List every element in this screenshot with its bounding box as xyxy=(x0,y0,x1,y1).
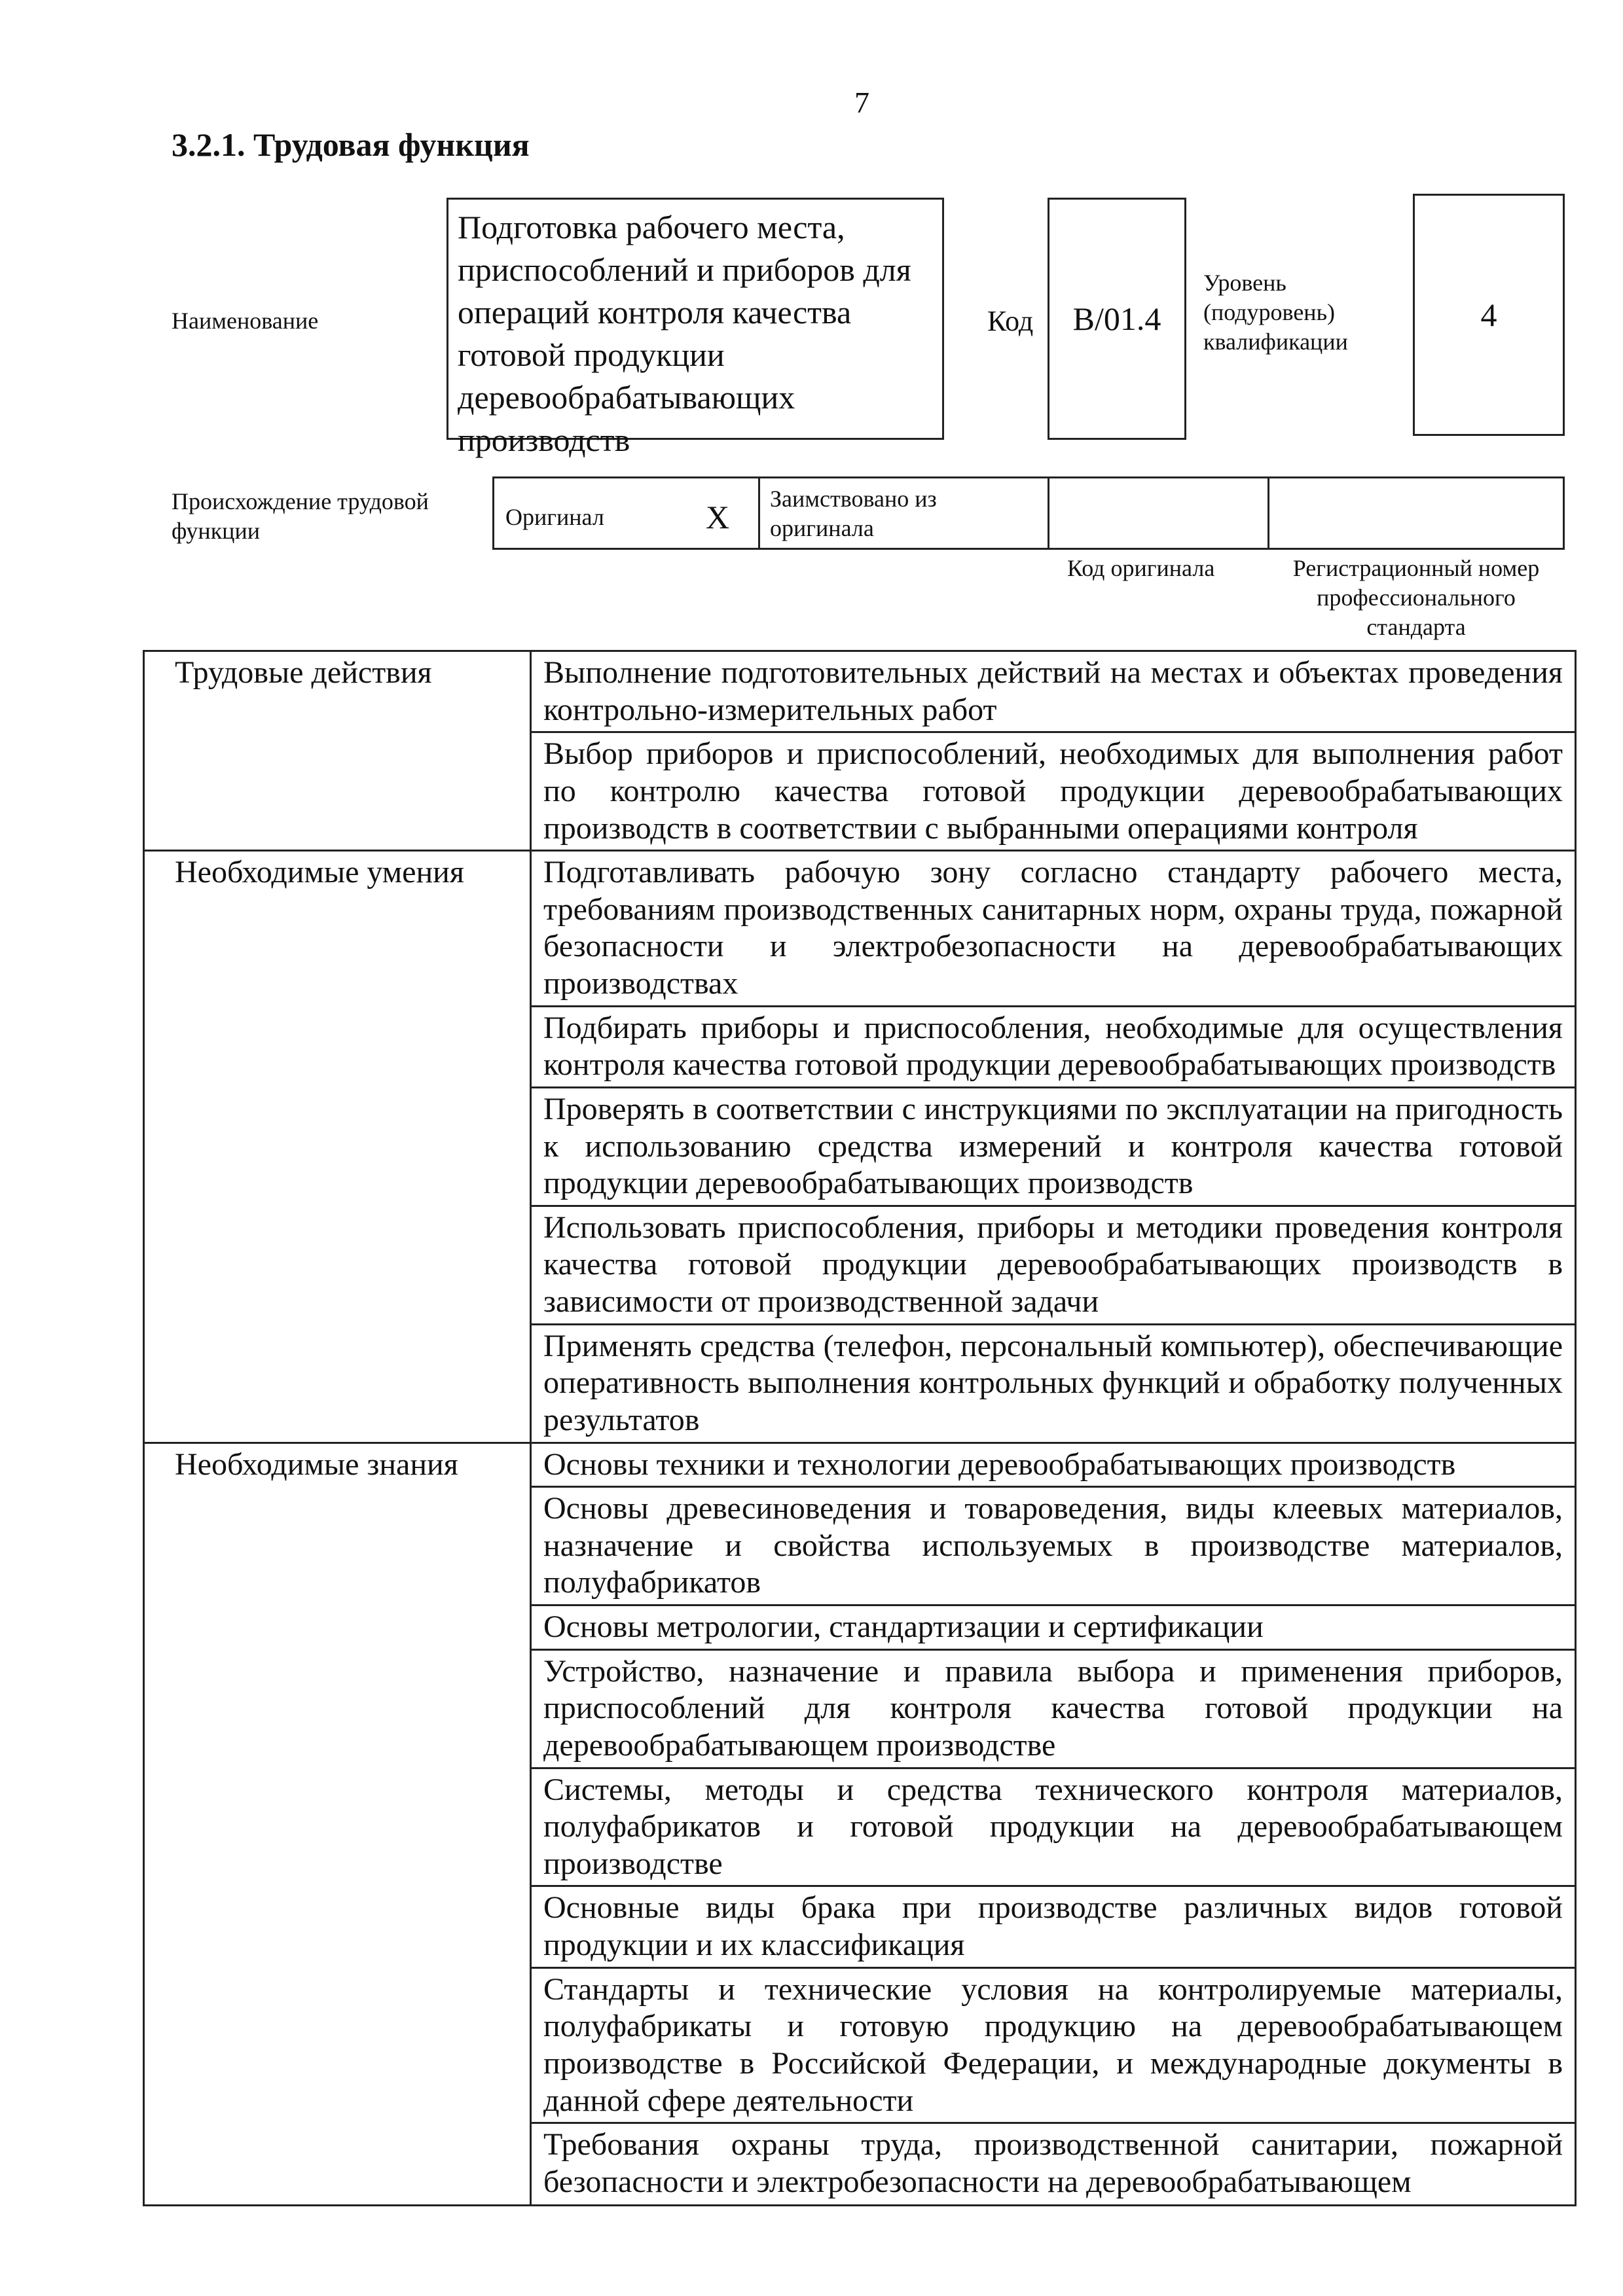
original-mark: X xyxy=(706,499,730,535)
page-number: 7 xyxy=(854,86,869,119)
table-row xyxy=(144,851,1576,1007)
table-cell xyxy=(531,1006,1576,1087)
cell-text: Использовать приспособления, приборы и методики проведения контроля качества готовой продукции деревообрабатывающих производств в зависимости от производственной задачи xyxy=(543,1210,1563,1319)
code-value-box xyxy=(1048,198,1186,440)
level-label: Уровень (подуровень) квалификации xyxy=(1203,270,1348,355)
table-cell xyxy=(531,1324,1576,1443)
cell-text: Выбор приборов и приспособлений, необходимых для выполнения работ по контролю качества готовой продукции деревообрабатывающих производств в соответствии с выбранными операциями контроля xyxy=(543,736,1563,846)
function-table xyxy=(143,650,1577,2206)
group-label-skills: Необходимые умения xyxy=(144,851,531,1443)
code-value: B/01.4 xyxy=(1072,300,1161,337)
cell-text: Подготавливать рабочую зону согласно стандарту рабочего места, требованиям производственных санитарных норм, охраны труда, пожарной безопасности и электробезопасности на деревообрабатывающих производствах xyxy=(543,855,1563,1001)
level-value-box xyxy=(1413,194,1565,436)
cell-text: Устройство, назначение и правила выбора и применения приборов, приспособлений для контроля качества готовой продукции на деревообрабатывающем производстве xyxy=(543,1653,1563,1763)
divider xyxy=(1267,476,1269,550)
code-label: Код xyxy=(987,305,1034,337)
table-cell xyxy=(531,1487,1576,1605)
group-label-knowledge: Необходимые знания xyxy=(144,1443,531,2206)
table-cell xyxy=(531,2123,1576,2206)
divider xyxy=(1048,476,1049,550)
cell-text: Применять средства (телефон, персональный компьютер), обеспечивающие оперативность выполнения контрольных функций и обработку полученных результатов xyxy=(543,1328,1563,1437)
cell-text: Требования охраны труда, производственной санитарии, пожарной безопасности и электробезопасности на деревообрабатывающем xyxy=(543,2127,1563,2199)
cell-text: Основные виды брака при производстве различных видов готовой продукции и их классификация xyxy=(543,1890,1563,1962)
table-cell xyxy=(531,1768,1576,1886)
cell-text: Основы метрологии, стандартизации и сертификации xyxy=(543,1609,1264,1644)
cell-text: Основы древесиноведения и товароведения, виды клеевых материалов, назначение и свойства используемых в производстве материалов, полуфабрикатов xyxy=(543,1491,1563,1600)
reg-number-label: Регистрационный номер профессионального стандарта xyxy=(1292,555,1540,640)
table-cell xyxy=(531,651,1576,732)
cell-text: Проверять в соответствии с инструкциями по эксплуатации на пригодность к использованию средства измерений и контроля качества готовой продукции деревообрабатывающих производств xyxy=(543,1091,1563,1201)
name-value-box xyxy=(447,198,944,458)
level-value: 4 xyxy=(1480,296,1497,333)
cell-text: Подбирать приборы и приспособления, необходимые для осуществления контроля качества готовой продукции деревообрабатывающих производств xyxy=(543,1010,1563,1083)
group-label-actions: Трудовые действия xyxy=(144,651,531,851)
cell-text: Выполнение подготовительных действий на местах и объектах проведения контрольно-измерительных работ xyxy=(543,655,1563,727)
table-cell xyxy=(531,1886,1576,1967)
original-label: Оригинал xyxy=(505,504,604,530)
table-cell xyxy=(531,1443,1576,1487)
name-value: Подготовка рабочего места, приспособлений и приборов для операций контроля качества готовой продукции деревообрабатывающих производств xyxy=(458,209,911,458)
table-cell xyxy=(531,1649,1576,1768)
table-row xyxy=(144,651,1576,732)
table-cell xyxy=(531,1967,1576,2123)
borrowed-label: Заимствовано из оригинала xyxy=(770,486,937,541)
cell-text: Стандарты и технические условия на контролируемые материалы, полуфабрикаты и готовую продукцию на деревообрабатывающем производстве в Российской Федерации, и международные документы в данной сфере деятельности xyxy=(543,1971,1563,2118)
cell-text: Основы техники и технологии деревообрабатывающих производств xyxy=(543,1446,1456,1482)
divider xyxy=(758,476,760,550)
table-cell xyxy=(531,1087,1576,1206)
table-row xyxy=(144,1443,1576,1487)
code-original-label: Код оригинала xyxy=(1067,555,1215,581)
cell-text: Системы, методы и средства технического контроля материалов, полуфабрикатов и готовой продукции на деревообрабатывающем производстве xyxy=(543,1772,1563,1881)
table-cell xyxy=(531,732,1576,851)
name-label: Наименование xyxy=(172,308,319,334)
table-cell xyxy=(531,1206,1576,1324)
section-heading: 3.2.1. Трудовая функция xyxy=(172,126,530,163)
table-cell xyxy=(531,1605,1576,1650)
table-cell xyxy=(531,851,1576,1007)
origin-label: Происхождение трудовой функции xyxy=(172,488,429,544)
